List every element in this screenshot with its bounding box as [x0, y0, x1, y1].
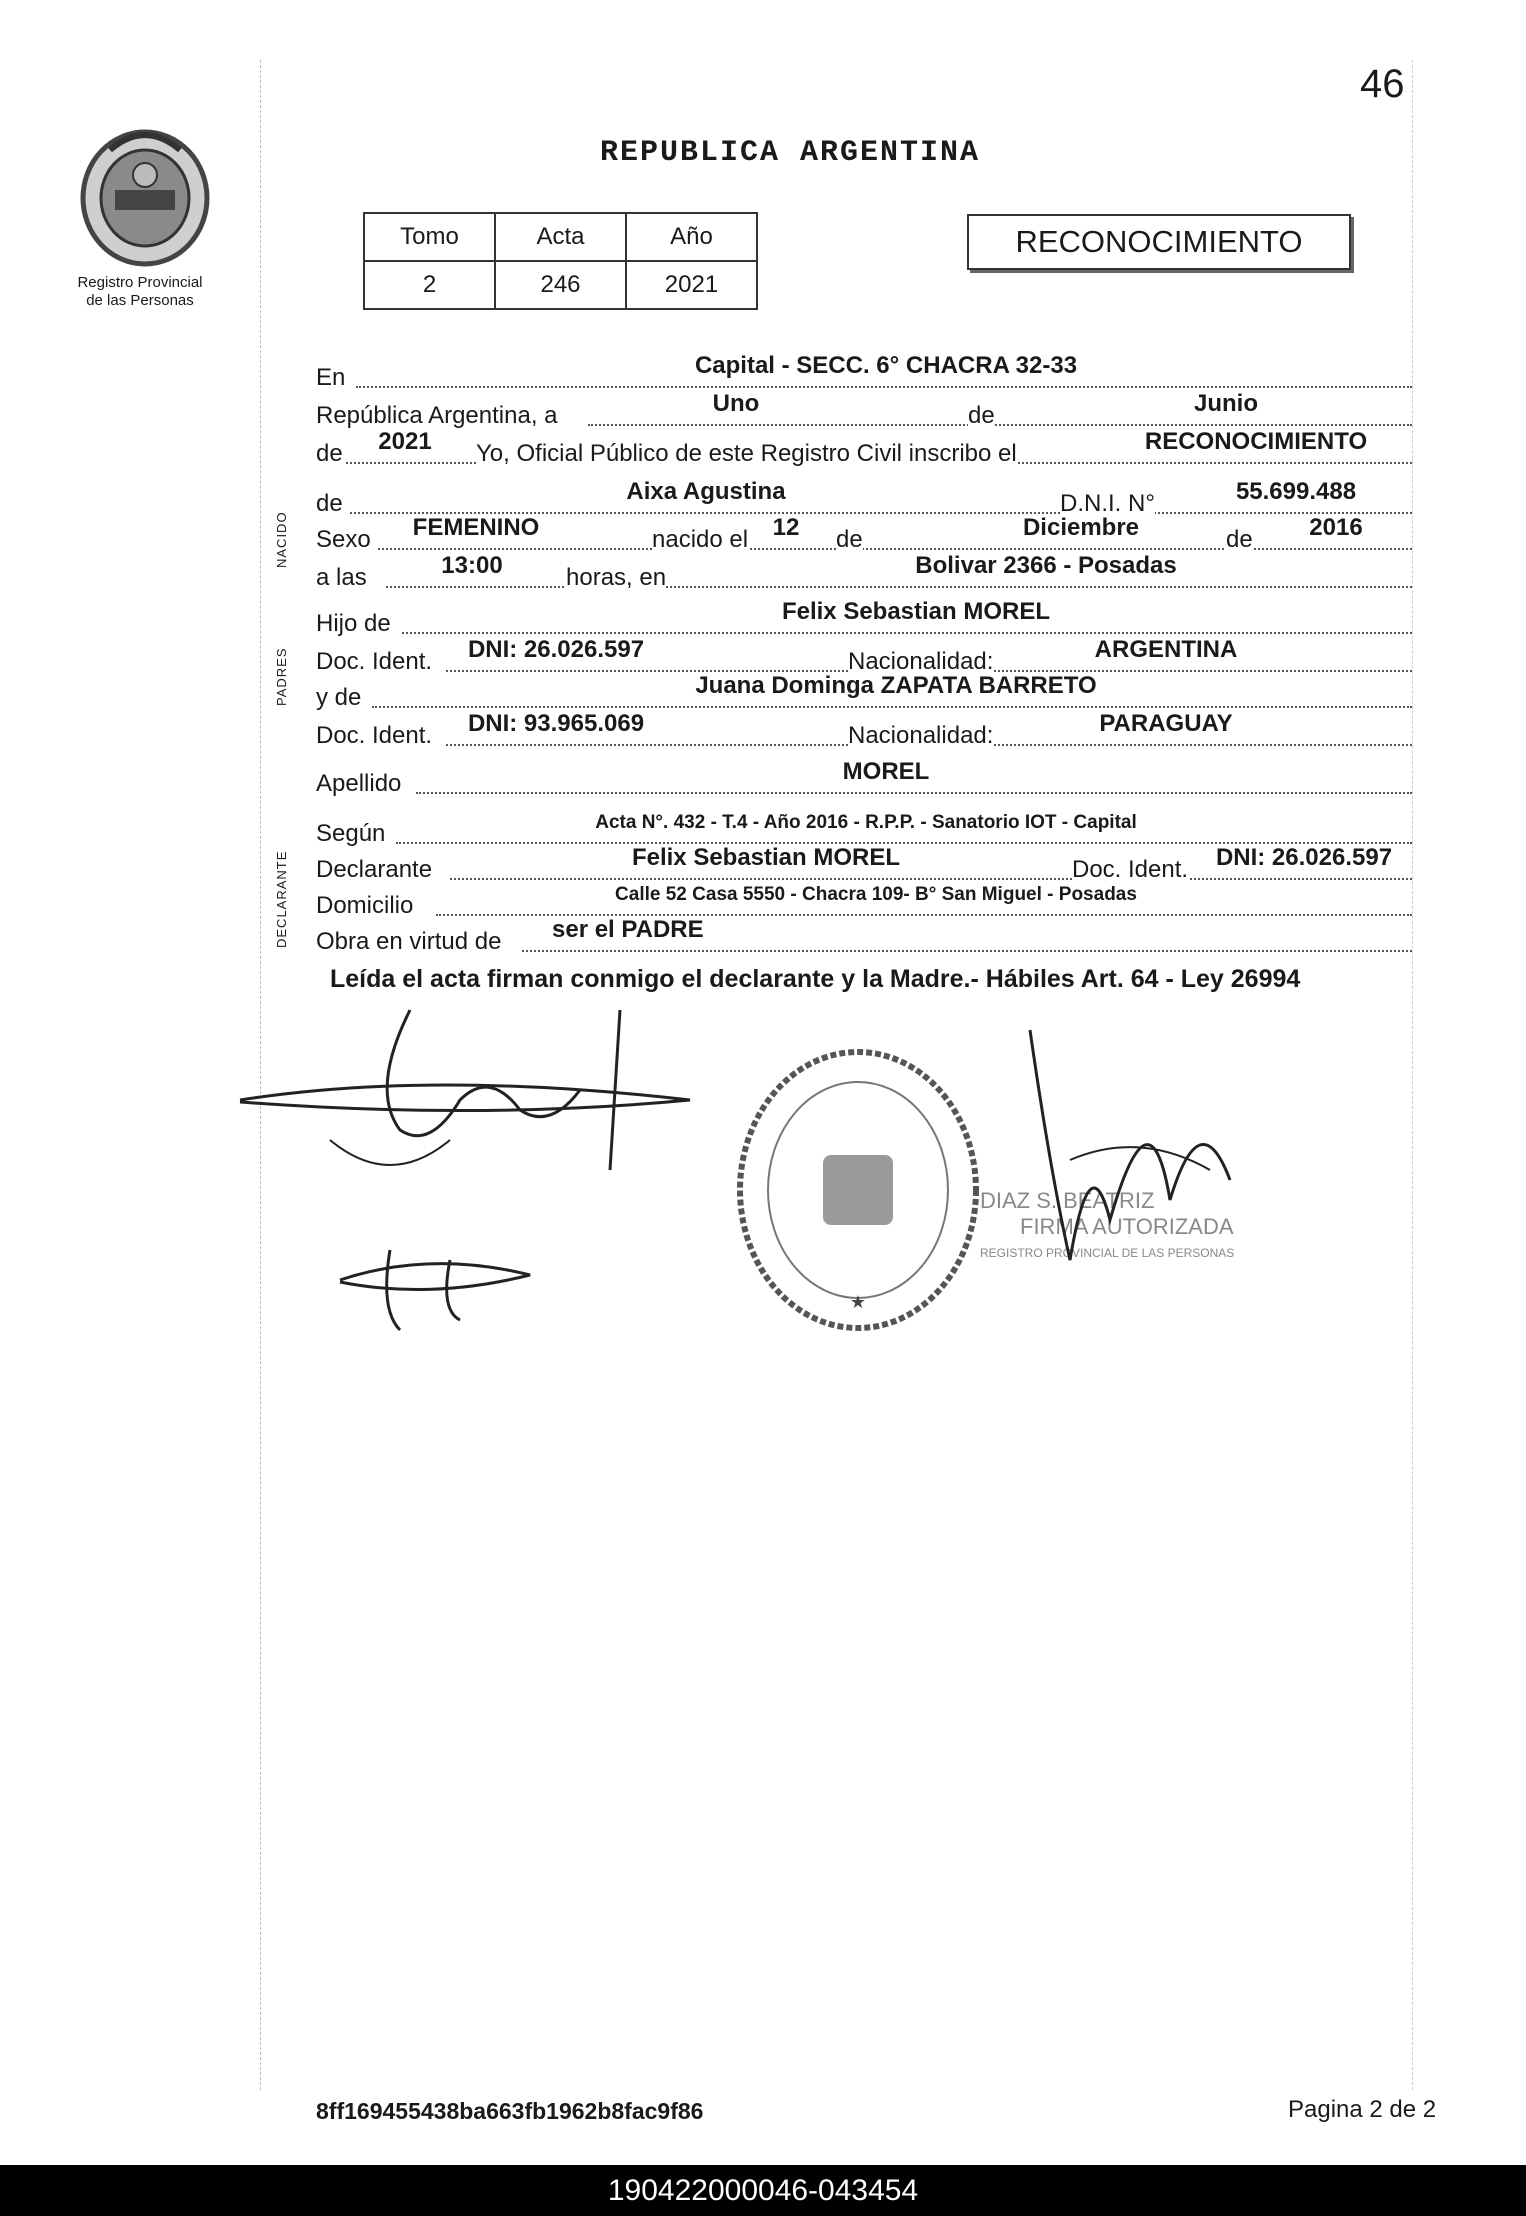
doc2-label: Doc. Ident.	[316, 722, 433, 749]
logo-caption-line-2: de las Personas	[86, 292, 194, 309]
padre-value: Felix Sebastian MOREL	[781, 598, 1051, 625]
de5-label: de	[1226, 526, 1253, 553]
page-indicator: Pagina 2 de 2	[1288, 2096, 1437, 2123]
de-label: de	[968, 402, 995, 429]
document-hash: 8ff169455438ba663fb1962b8fac9f86	[316, 2098, 704, 2124]
dotted-line	[522, 950, 1412, 952]
row-en	[316, 352, 1412, 392]
sexo-label: Sexo	[316, 526, 371, 553]
margin-line-right	[1412, 60, 1413, 2090]
obra-value: ser el PADRE	[552, 916, 704, 943]
doc2-value: DNI: 93.965.069	[467, 710, 645, 737]
nacido-label: nacido el	[652, 526, 749, 553]
sexo-value: FEMENINO	[412, 514, 540, 541]
logo-caption	[40, 274, 240, 310]
domicilio-label: Domicilio	[316, 892, 414, 919]
dotted-line	[402, 632, 1412, 634]
de4-label: de	[836, 526, 863, 553]
row-sexo	[316, 514, 1412, 554]
official-signature	[1010, 1020, 1260, 1280]
svg-text:★: ★	[849, 1292, 867, 1312]
obra-label: Obra en virtud de	[316, 928, 502, 955]
nac-anio-value: 2016	[1309, 514, 1363, 541]
row-declarante	[316, 844, 1412, 884]
row-nombre	[316, 478, 1412, 518]
lugar-value: Bolivar 2366 - Posadas	[915, 552, 1177, 579]
en-value: Capital - SECC. 6° CHACRA 32-33	[694, 352, 1078, 379]
nac-mes-value: Diciembre	[1022, 514, 1140, 541]
barcode-bar: 190422000046-043454	[0, 2165, 1526, 2216]
acta-header: Acta	[495, 213, 626, 261]
dotted-line	[588, 424, 1412, 426]
nac2-value: PARAGUAY	[1099, 710, 1233, 737]
apellido-label: Apellido	[316, 770, 402, 797]
dotted-line	[378, 548, 1412, 550]
doc1-label: Doc. Ident.	[316, 648, 433, 675]
dotted-line	[356, 386, 1412, 388]
inscribo-value: RECONOCIMIENTO	[1144, 428, 1368, 455]
nombre-value: Aixa Agustina	[626, 478, 786, 505]
mes-value: Junio	[1194, 390, 1258, 417]
document-title: REPUBLICA ARGENTINA	[600, 136, 981, 170]
record-type-box: RECONOCIMIENTO	[967, 214, 1351, 270]
row-apellido	[316, 758, 1412, 798]
dotted-line	[372, 706, 1412, 708]
en-label: En	[316, 364, 346, 391]
acta-value: 246	[495, 261, 626, 309]
nac-dia-value: 12	[772, 514, 800, 541]
alas-label: a las	[316, 564, 367, 591]
hora-value: 13:00	[441, 552, 503, 579]
row-madre	[316, 672, 1412, 712]
row-inscribo	[316, 428, 1412, 468]
row-hora	[316, 552, 1412, 592]
horas-label: horas, en	[566, 564, 667, 591]
logo-caption-line-1: Registro Provincial	[77, 274, 203, 291]
declarante-label: Declarante	[316, 856, 433, 883]
declarante-value: Felix Sebastian MOREL	[631, 844, 901, 871]
dni-label: D.N.I. N°	[1060, 490, 1155, 517]
yo-label: Yo, Oficial Público de este Registro Civil inscribo el	[476, 440, 1017, 467]
madre-value: Juana Dominga ZAPATA BARRETO	[695, 672, 1097, 699]
tomo-value: 2	[364, 261, 495, 309]
doc3-value: DNI: 26.026.597	[1215, 844, 1393, 871]
nac2-label: Nacionalidad:	[848, 722, 994, 749]
anio-header: Año	[626, 213, 757, 261]
apellido-value: MOREL	[842, 758, 930, 785]
de3-label: de	[316, 490, 343, 517]
anio-value: 2021	[626, 261, 757, 309]
declarante-signature	[230, 990, 710, 1200]
row-fecha	[316, 390, 1412, 430]
stamp-line-1: DIAZ S. BEATRIZ	[980, 1188, 1155, 1213]
side-label-nacido: NACIDO	[274, 511, 289, 568]
row-obra	[316, 916, 1412, 956]
nac1-value: ARGENTINA	[1094, 636, 1238, 663]
de2-label: de	[316, 440, 343, 467]
madre-signature	[330, 1230, 550, 1350]
side-label-declarante: DECLARANTE	[274, 850, 289, 948]
anio-inscripcion: 2021	[378, 428, 432, 455]
row-doc2	[316, 710, 1412, 750]
side-label-padres: PADRES	[274, 647, 289, 706]
row-segun	[316, 808, 1412, 848]
nac1-label: Nacionalidad:	[848, 648, 994, 675]
page-number: 46	[1360, 62, 1405, 106]
stamp-line-3: REGISTRO PROVINCIAL DE LAS PERSONAS	[980, 1246, 1235, 1260]
province-logo	[70, 120, 220, 270]
doc3-label: Doc. Ident.	[1072, 856, 1189, 883]
domicilio-value: Calle 52 Casa 5550 - Chacra 109- B° San Miguel - Posadas	[615, 884, 1137, 905]
closing-statement: Leída el acta firman conmigo el declarante y la Madre.- Hábiles Art. 64 - Ley 26994	[330, 965, 1301, 993]
row-hijo	[316, 598, 1412, 638]
row-domicilio	[316, 880, 1412, 920]
segun-label: Según	[316, 820, 386, 847]
dia-value: Uno	[712, 390, 760, 417]
official-seal	[728, 1040, 988, 1340]
dotted-line	[416, 792, 1412, 794]
registry-table	[363, 212, 758, 310]
dotted-line	[386, 586, 1412, 588]
yde-label: y de	[316, 684, 362, 711]
segun-value: Acta N°. 432 - T.4 - Año 2016 - R.P.P. - Sanatorio IOT - Capital	[595, 812, 1137, 833]
republica-label: República Argentina, a	[316, 402, 558, 429]
row-doc1	[316, 636, 1412, 676]
stamp-line-2: FIRMA AUTORIZADA	[1020, 1214, 1234, 1239]
tomo-header: Tomo	[364, 213, 495, 261]
dni-value: 55.699.488	[1235, 478, 1357, 505]
hijo-label: Hijo de	[316, 610, 391, 637]
doc1-value: DNI: 26.026.597	[467, 636, 645, 663]
